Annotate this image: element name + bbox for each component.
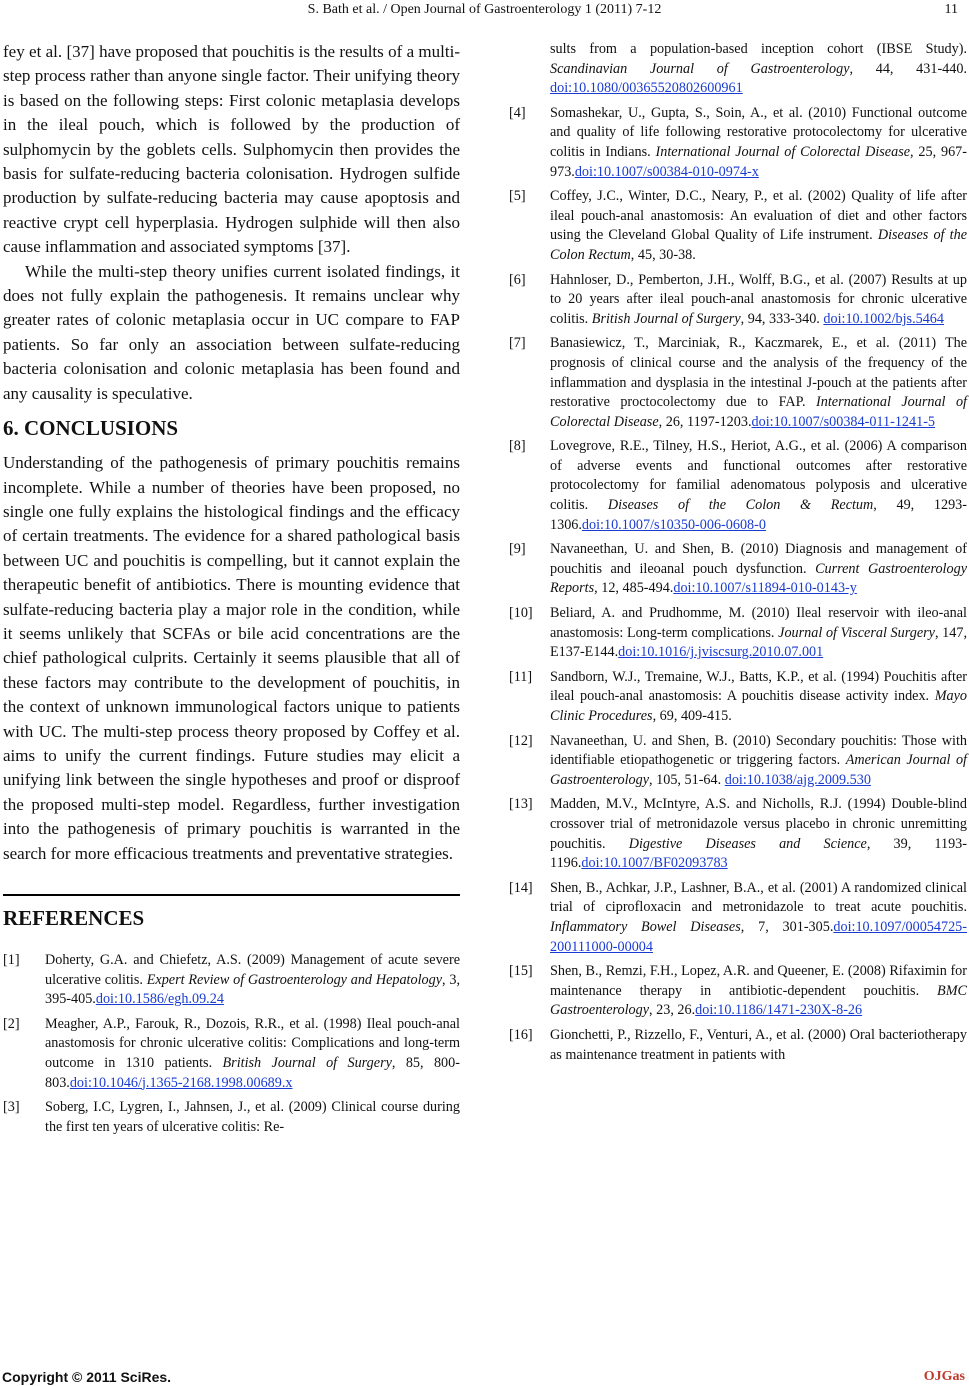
reference-journal: Current Gastroenterology Reports — [550, 560, 967, 597]
reference-item — [509, 334, 967, 432]
doi-link[interactable]: doi:10.1097/00054725-200111000-00004 — [550, 918, 967, 955]
doi-link[interactable]: doi:10.1080/00365520802600961 — [550, 80, 743, 97]
doi-link[interactable]: doi:10.1046/j.1365-2168.1998.00689.x — [69, 1074, 293, 1091]
reference-journal: British Journal of Surgery — [222, 1054, 392, 1071]
reference-item — [509, 540, 967, 599]
reference-number: [8] — [509, 438, 526, 455]
doi-link[interactable]: doi:10.1007/s00384-011-1241-5 — [751, 413, 936, 430]
reference-item — [509, 271, 967, 330]
reference-number: [1] — [3, 952, 20, 968]
reference-authors-title: Lovegrove, R.E., Tilney, H.S., Heriot, A.G., et al. (2006) A comparison of adverse events and functional outcomes after restorative protocolectomy for familial adenomatous polyposis and ulcerative colitis. — [550, 438, 967, 514]
reference-number: [4] — [509, 104, 526, 121]
reference-details: , 7, 301-305. — [740, 918, 834, 935]
reference-journal: Inflammatory Bowel Diseases — [550, 918, 741, 935]
reference-details: , 12, 485-494. — [594, 580, 674, 597]
reference-number: [15] — [509, 963, 533, 980]
reference-journal: Expert Review of Gastroenterology and Hepatology — [146, 971, 443, 988]
reference-details: , 49, 1293-1306. — [550, 497, 967, 533]
reference-number: [2] — [3, 1015, 20, 1032]
reference-number: [16] — [509, 1026, 533, 1043]
doi-link[interactable]: doi:10.1586/egh.09.24 — [95, 991, 224, 1008]
reference-authors-title: Beliard, A. and Prudhomme, M. (2010) Ileal reservoir with ileo-anal anastomosis: Long-term complications. — [550, 605, 967, 641]
reference-item — [3, 1015, 460, 1093]
reference-authors-title: Navaneethan, U. and Shen, B. (2010) Diagnosis and management of pouchitis and ileoanal pouch dysfunction. — [550, 541, 967, 577]
reference-details: , 105, 51-64. — [649, 771, 725, 788]
copyright-notice: Copyright © 2011 SciRes. — [2, 1369, 172, 1385]
reference-journal: Diseases of the Colon Rectum — [550, 227, 967, 263]
page-header — [0, 0, 969, 22]
doi-link[interactable]: doi:10.1002/bjs.5464 — [823, 310, 944, 327]
reference-item — [509, 732, 967, 791]
left-column — [3, 40, 460, 1142]
page-number: 11 — [944, 2, 958, 17]
reference-item — [509, 437, 967, 535]
section-divider — [3, 894, 460, 896]
reference-authors-title: Shen, B., Achkar, J.P., Lashner, B.A., et al. (2001) A randomized clinical trial of ciprofloxacin and metronidazole to treat acute pouchitis. — [550, 879, 967, 916]
reference-journal: Mayo Clinic Procedures — [550, 688, 967, 724]
doi-link[interactable]: doi:10.1007/s11894-010-0143-y — [673, 580, 857, 597]
reference-journal: Diseases of the Colon & Rectum — [607, 497, 874, 514]
reference-journal: Digestive Diseases and Science — [628, 835, 867, 852]
page-footer — [0, 1369, 969, 1386]
reference-item — [509, 795, 967, 873]
section-heading-conclusions: 6. CONCLUSIONS — [3, 416, 179, 441]
reference-details: , 25, 967-973. — [550, 143, 967, 180]
reference-details: , 3, 395-405. — [45, 971, 460, 1008]
reference-authors-title: Somashekar, U., Gupta, S., Soin, A., et al. (2010) Functional outcome and quality of life following restorative protocolectomy for ulcerative colitis in Indians. — [550, 104, 967, 160]
reference-authors-title: Meagher, A.P., Farouk, R., Dozois, R.R., et al. (1998) Ileal pouch-anal anastomosis for chronic ulcerative colitis: Complications and long-term outcome in 1310 patients. — [45, 1015, 460, 1071]
body-paragraph: While the multi-step theory unifies current isolated findings, it does not fully explain the pathogenesis. It remains unclear why greater rates of colonic metaplasia occur in UC compare to FAP patients. So far only an association between sulfate-reducing bacteria colonisation and colonic metaplasia has been found and any causality is speculative. — [3, 261, 460, 403]
doi-link[interactable]: doi:10.1186/1471-230X-8-26 — [695, 1002, 863, 1019]
reference-journal: American Journal of Gastroenterology — [550, 752, 967, 788]
reference-number: [12] — [509, 732, 533, 749]
reference-item — [509, 879, 967, 957]
journal-abbreviation: OJGas — [923, 1369, 965, 1384]
reference-number: [13] — [509, 796, 533, 813]
reference-number: [3] — [3, 1099, 20, 1116]
reference-authors-title: Gionchetti, P., Rizzello, F., Venturi, A., et al. (2000) Oral bacteriotherapy as maintenance treatment in patients with — [550, 1026, 967, 1063]
reference-authors-title: Banasiewicz, T., Marciniak, R., Kaczmarek, E., et al. (2011) The prognosis of clinical course and the analysis of the frequency of the inflammation and dysplasia in the intestinal J-pouch at the patients after restorative proctocolectomy due to FAP. — [550, 335, 967, 411]
reference-list — [3, 951, 460, 1137]
reference-item — [3, 1098, 460, 1137]
reference-journal: British Journal of Surgery — [591, 310, 741, 327]
reference-number: [6] — [509, 271, 526, 288]
reference-item — [3, 951, 460, 1010]
reference-details: , 85, 800-803. — [45, 1054, 460, 1091]
doi-link[interactable]: doi:10.1016/j.jviscsurg.2010.07.001 — [618, 644, 824, 661]
reference-number: [10] — [509, 605, 533, 622]
reference-authors-title: Sandborn, W.J., Tremaine, W.J., Batts, K.P., et al. (1994) Pouchitis after ileal pouch-anal anastomosis: A pouchitis disease activity index. — [550, 668, 967, 705]
reference-details: , 23, 26. — [649, 1002, 696, 1019]
reference-journal: International Journal of Colorectal Disease — [550, 394, 967, 430]
reference-number: [11] — [509, 668, 533, 685]
reference-journal: Journal of Visceral Surgery — [778, 624, 935, 641]
reference-journal: Scandinavian Journal of Gastroenterology — [550, 60, 850, 77]
reference-item — [509, 962, 967, 1021]
reference-authors-title: Navaneethan, U. and Shen, B. (2010) Secondary pouchitis: Those with identifiable etiopathogenetic or triggering factors. — [550, 732, 967, 769]
reference-item — [509, 668, 967, 727]
reference-journal: International Journal of Colorectal Disease — [655, 143, 911, 160]
conclusions-paragraph: Understanding of the pathogenesis of primary pouchitis remains incomplete. While a number of theories have been proposed, no single one fully explains the histological findings and the efficacy of certain treatments. The evidence for a shared pathological basis between UC and pouchitis is compelling, but it cannot explain the therapeutic benefit of antibiotics. There is mounting evidence that sulfate-reducing bacteria play a major role in the condition, while it seems unlikely that SCFAs or bile acid concentrations are the chief pathological culprits. Certainly it seems plausible that all of these factors may contribute to the development of pouchitis, in the context of unknown immunological factors unique to patients with UC. The multi-step process theory proposed by Coffey et al. aims to unify the current findings. Future studies may elicit a unifying link between the single hypotheses and proof or disproof the proposed multi-step model. Regardless, further investigation into the pathogenesis of primary pouchitis is warranted in the search for more efficacious treatments and preventative strategies. — [3, 453, 460, 863]
reference-authors-title: Soberg, I.C, Lygren, I., Jahnsen, J., et al. (2009) Clinical course during the first ten years of ulcerative colitis: Re- — [45, 1099, 460, 1135]
section-heading-references: REFERENCES — [3, 906, 145, 930]
reference-authors-title: Hahnloser, D., Pemberton, J.H., Wolff, B.G., et al. (2007) Results at up to 20 years after ileal pouch-anal anastomosis for chronic ulcerative colitis. — [550, 271, 967, 327]
reference-authors-title: Madden, M.V., McIntyre, A.S. and Nicholls, R.J. (1994) Double-blind crossover trial of metronidazole versus placebo in chronic unremitting pouchitis. — [550, 796, 967, 852]
reference-authors-title: sults from a population-based inception cohort (IBSE Study). — [550, 41, 967, 57]
body-paragraph: fey et al. [37] have proposed that pouchitis is the results of a multi-step process rather than anyone single factor. Their unifying theory is based on the following steps: First colonic metaplasia develops in the ileal pouch, which is followed by the production of sulphomycin by the goblets cells. Sulphomycin then provides the basis for sulfate-reducing bacteria colonisation. Hydrogen sulfide production by sulfate-reducing bacteria may cause apoptosis and reactive crypt cell hyperplasia. Hydrogen sulphide will then also cause inflammation and associated symptoms [37]. — [3, 42, 460, 257]
doi-link[interactable]: doi:10.1007/s10350-006-0608-0 — [581, 516, 766, 533]
doi-link[interactable]: doi:10.1007/s00384-010-0974-x — [574, 163, 759, 180]
reference-list — [509, 40, 967, 1065]
reference-journal: BMC Gastroenterology — [550, 982, 967, 1019]
reference-item — [509, 604, 967, 663]
reference-details: , 69, 409-415. — [652, 708, 732, 724]
reference-number: [9] — [509, 541, 526, 558]
reference-details: , 94, 333-340. — [740, 310, 824, 327]
doi-link[interactable]: doi:10.1038/ajg.2009.530 — [724, 771, 871, 788]
reference-details: , 44, 431-440. — [849, 60, 967, 77]
reference-item — [509, 104, 967, 182]
reference-item — [509, 40, 967, 99]
reference-number: [7] — [509, 335, 526, 352]
running-title: S. Bath et al. / Open Journal of Gastroenterology 1 (2011) 7-12 — [307, 2, 662, 17]
reference-number: [5] — [509, 188, 526, 205]
reference-authors-title: Coffey, J.C., Winter, D.C., Neary, P., et al. (2002) Quality of life after ileal pouch-anal anastomosis: An evaluation of diet and other factors using the Cleveland Global Quality of Life instrument. — [550, 188, 967, 244]
reference-details: , 39, 1193-1196. — [550, 835, 967, 872]
reference-details: , 26, 1197-1203. — [658, 413, 752, 430]
reference-authors-title: Doherty, G.A. and Chiefetz, A.S. (2009) Management of acute severe ulcerative colitis. — [45, 952, 460, 988]
right-column — [509, 40, 967, 1070]
reference-details: , 147, E137-E144. — [550, 624, 968, 661]
reference-number: [14] — [509, 879, 533, 896]
reference-details: , 45, 30-38. — [630, 246, 696, 263]
reference-item — [509, 1026, 967, 1065]
reference-item — [509, 187, 967, 265]
reference-authors-title: Shen, B., Remzi, F.H., Lopez, A.R. and Queener, E. (2008) Rifaximin for maintenance therapy in antibiotic-dependent pouchitis. — [550, 963, 967, 999]
doi-link[interactable]: doi:10.1007/BF02093783 — [581, 855, 728, 872]
